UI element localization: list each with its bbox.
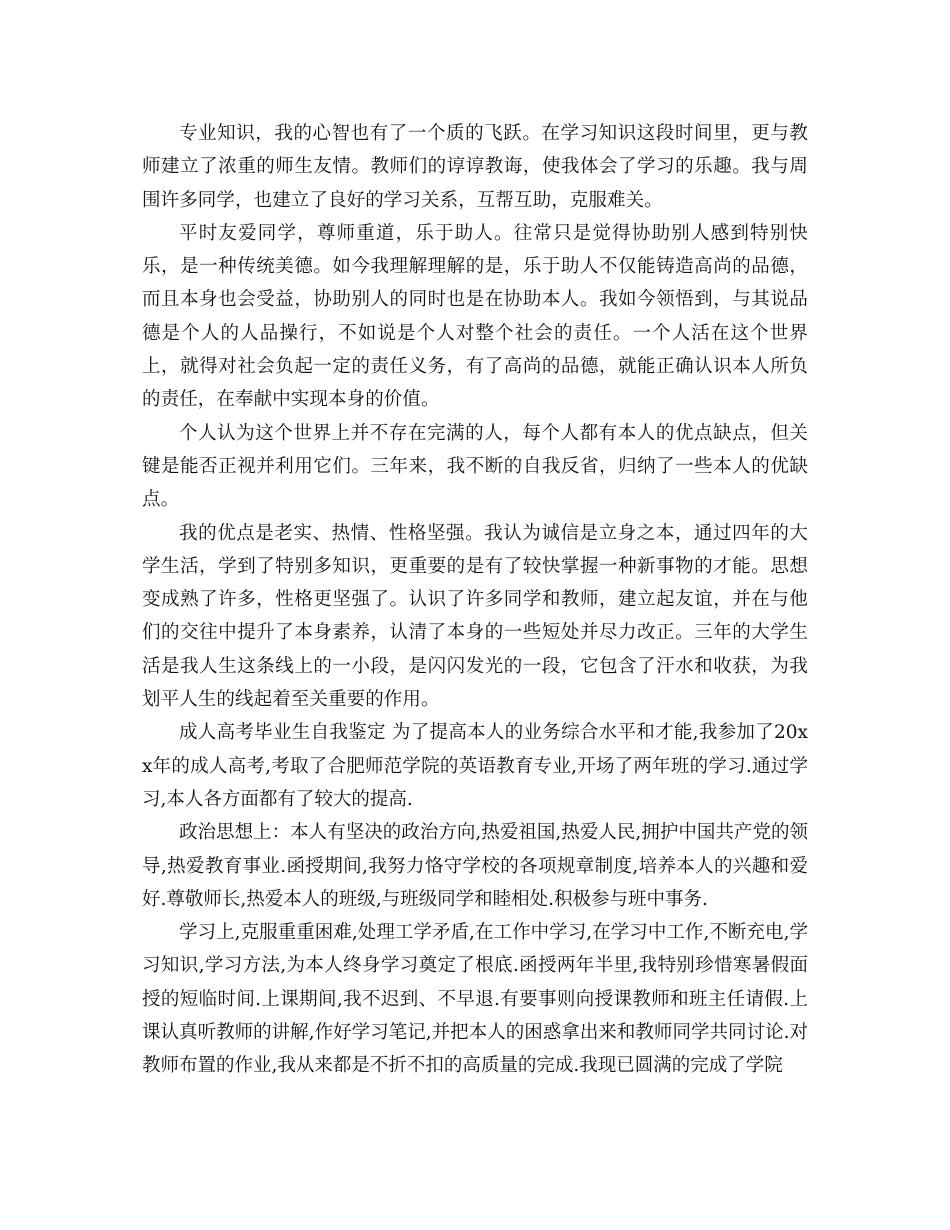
paragraph-2: 平时友爱同学，尊师重道，乐于助人。往常只是觉得协助别人感到特别快乐，是一种传统美德。如今我理解理解的是，乐于助人不仅能铸造高尚的品德，而且本身也会受益，协助别人的同时也是在协助本人。我如今领悟到，与其说品德是个人的人品操行，不如说是个人对整个社会的责任。一个人活在这个世界上，就得对社会负起一定的责任义务，有了高尚的品德，就能正确认识本人所负的责任，在奉献中实现本身的价值。 [142, 222, 808, 411]
paragraph-5: 成人高考毕业生自我鉴定 为了提高本人的业务综合水平和才能,我参加了20xx年的成人高考,考取了合肥师范学院的英语教育专业,开场了两年班的学习.通过学习,本人各方面都有了较大的提高. [142, 722, 808, 810]
paragraph-6: 政治思想上：本人有坚决的政治方向,热爱祖国,热爱人民,拥护中国共产党的领导,热爱教育事业.函授期间,我努力恪守学校的各项规章制度,培养本人的兴趣和爱好.尊敬师长,热爱本人的班级,与班级同学和睦相处.积极参与班中事务. [142, 822, 808, 910]
paragraph-7: 学习上,克服重重困难,处理工学矛盾,在工作中学习,在学习中工作,不断充电,学习知识,学习方法,为本人终身学习奠定了根底.函授两年半里,我特别珍惜寒暑假面授的短临时间.上课期间,我不迟到、不早退.有要事则向授课教师和班主任请假.上课认真听教师的讲解,作好学习笔记,并把本人的困惑拿出来和教师同学共同讨论.对教师布置的作业,我从来都是不折不扣的高质量的完成.我现已圆满的完成了学院 [142, 922, 808, 1077]
paragraph-1: 专业知识，我的心智也有了一个质的飞跃。在学习知识这段时间里，更与教师建立了浓重的师生友情。教师们的谆谆教诲，使我体会了学习的乐趣。我与周围许多同学，也建立了良好的学习关系，互帮互助，克服难关。 [142, 123, 808, 211]
paragraph-4: 我的优点是老实、热情、性格坚强。我认为诚信是立身之本，通过四年的大学生活，学到了特别多知识，更重要的是有了较快掌握一种新事物的才能。思想变成熟了许多，性格更坚强了。认识了许多同学和教师，建立起友谊，并在与他们的交往中提升了本身素养，认清了本身的一些短处并尽力改正。三年的大学生活是我人生这条线上的一小段，是闪闪发光的一段，它包含了汗水和收获，为我划平人生的线起着至关重要的作用。 [142, 522, 808, 711]
document-body [142, 117, 808, 1083]
paragraph-3: 个人认为这个世界上并不存在完满的人，每个人都有本人的优点缺点，但关键是能否正视并利用它们。三年来，我不断的自我反省，归纳了一些本人的优缺点。 [142, 422, 808, 511]
